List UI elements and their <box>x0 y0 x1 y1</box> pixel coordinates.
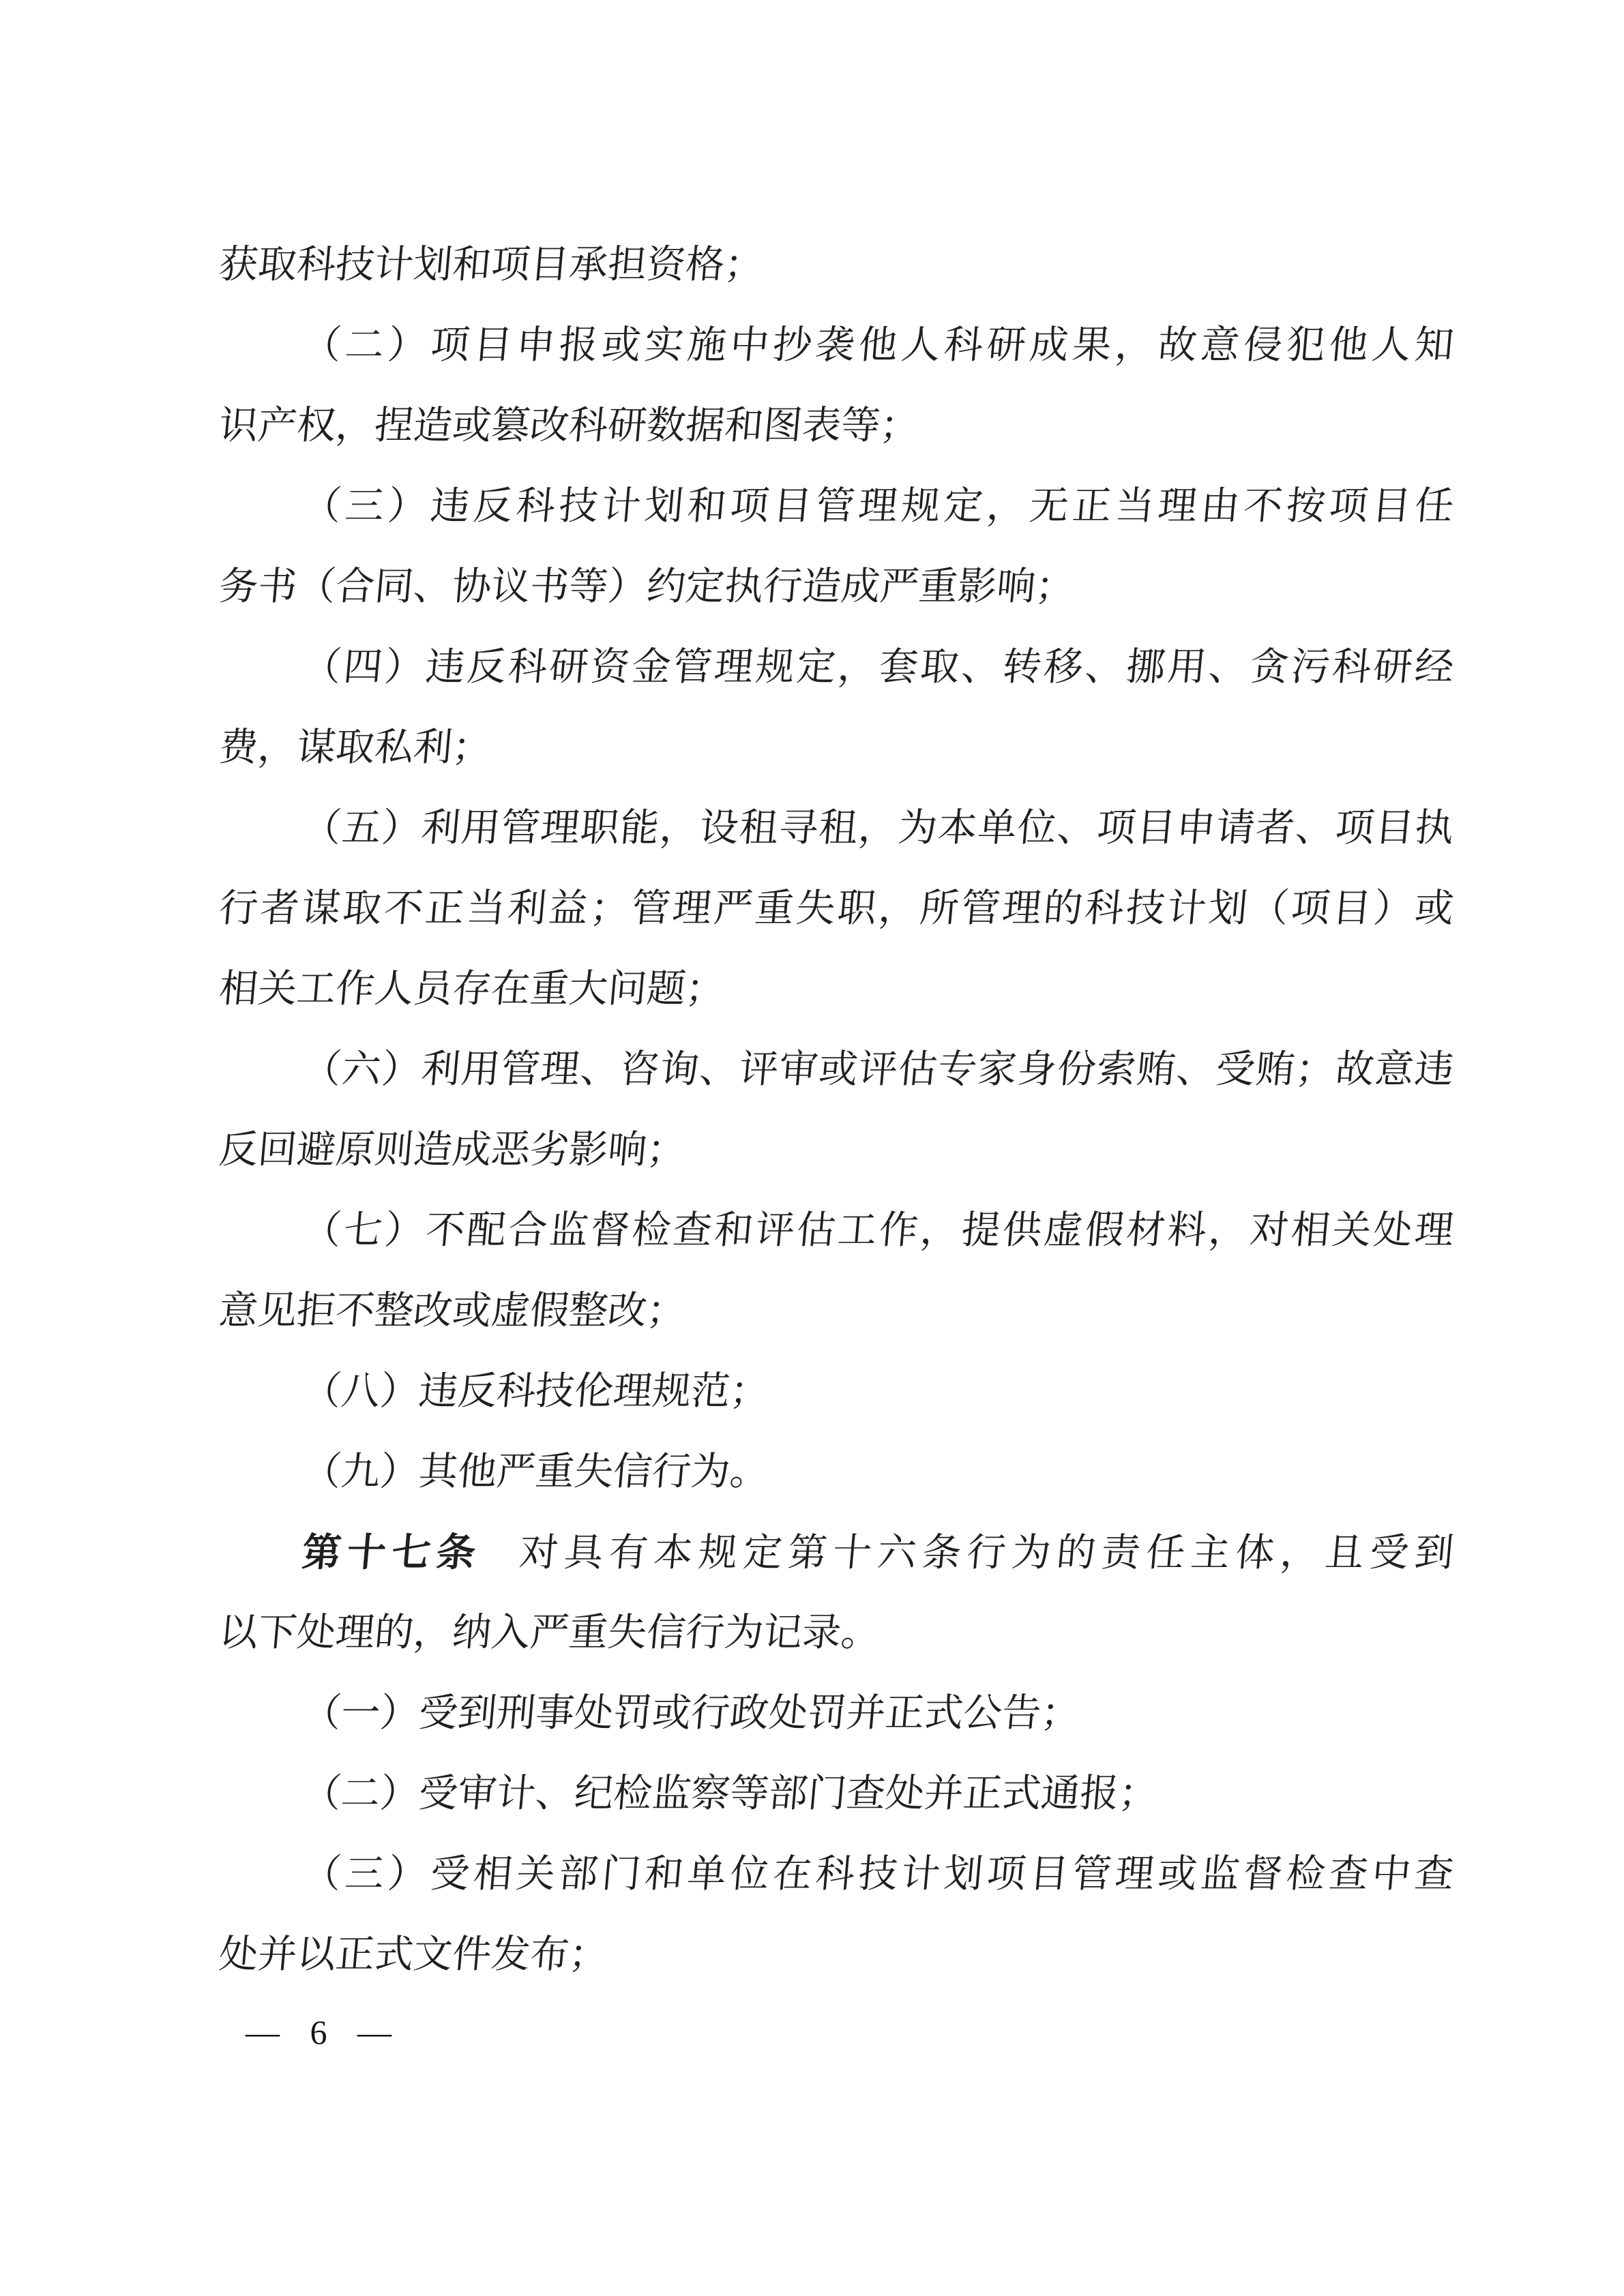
document-line: 反回避原则造成恶劣影响； <box>217 1129 688 1172</box>
document-line: 行者谋取不正当利益；管理严重失职，所管理的科技计划（项目）或 <box>217 887 1456 930</box>
document-line: 费，谋取私利； <box>217 726 493 769</box>
document-line: （二）受审计、纪检监察等部门查处并正式通报； <box>300 1772 1160 1815</box>
document-line: （四）违反科研资金管理规定，套取、转移、挪用、贪污科研经 <box>300 646 1456 689</box>
document-line: （七）不配合监督检查和评估工作，提供虚假材料，对相关处理 <box>300 1209 1456 1252</box>
document-line: 处并以正式文件发布； <box>217 1933 610 1976</box>
document-line: 获取科技计划和项目承担资格； <box>217 243 765 286</box>
article-17-number: 第十七条 <box>300 1531 484 1575</box>
document-line: （五）利用管理职能，设租寻租，为本单位、项目申请者、项目执 <box>300 807 1456 850</box>
document-line: 意见拒不整改或虚假整改； <box>217 1289 688 1332</box>
article-17-text: 对具有本规定第十六条行为的责任主体，且受到 <box>517 1532 1456 1575</box>
document-line: 识产权，捏造或篡改科研数据和图表等； <box>217 404 921 447</box>
page-number: — 6 — <box>246 2013 402 2051</box>
document-line: （八）违反科技伦理规范； <box>300 1370 771 1413</box>
article-17-line <box>216 1512 1457 1593</box>
document-line: 相关工作人员存在重大问题； <box>217 968 726 1011</box>
document-line: （三）受相关部门和单位在科技计划项目管理或监督检查中查 <box>300 1853 1456 1896</box>
document-line: （二）项目申报或实施中抄袭他人科研成果，故意侵犯他人知 <box>300 324 1456 367</box>
document-line: （一）受到刑事处罚或行政处罚并正式公告； <box>300 1692 1082 1735</box>
document-line: （六）利用管理、咨询、评审或评估专家身份索贿、受贿；故意违 <box>300 1048 1456 1091</box>
document-line: （三）违反科技计划和项目管理规定，无正当理由不按项目任 <box>300 485 1456 528</box>
document-line: 务书（合同、协议书等）约定执行造成严重影响； <box>217 565 1076 608</box>
document-line: 以下处理的，纳入严重失信行为记录。 <box>217 1611 882 1654</box>
document-body <box>216 225 1456 1995</box>
document-line: （九）其他严重失信行为。 <box>300 1450 771 1493</box>
